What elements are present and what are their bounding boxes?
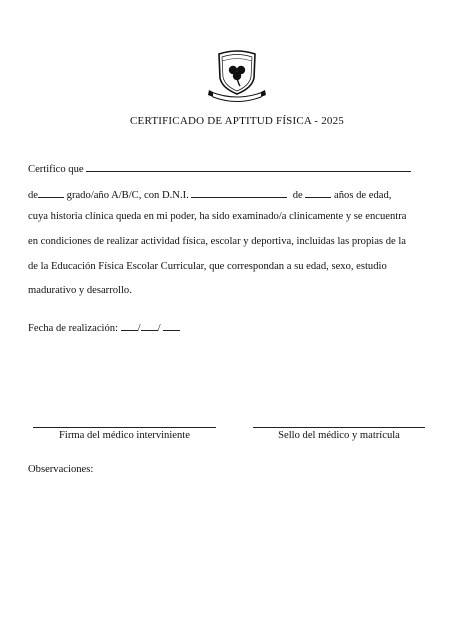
observaciones-label: Observaciones: bbox=[28, 464, 94, 475]
fecha-sep-2: / bbox=[157, 323, 161, 334]
fecha-line bbox=[28, 320, 180, 336]
certifico-label: Certifico que bbox=[28, 164, 84, 175]
fecha-year-blank[interactable] bbox=[163, 320, 180, 331]
certifico-line bbox=[28, 161, 411, 177]
dni-blank[interactable] bbox=[191, 187, 287, 198]
signature-label-left: Firma del médico interviniente bbox=[59, 430, 190, 441]
signature-line-left[interactable] bbox=[33, 427, 216, 428]
signature-label-right: Sello del médico y matrícula bbox=[278, 430, 400, 441]
grade-blank[interactable] bbox=[38, 187, 64, 198]
fecha-sep-1: / bbox=[137, 323, 141, 334]
de-label-2: de bbox=[292, 190, 303, 201]
signature-line-right[interactable] bbox=[253, 427, 425, 428]
de-label: de bbox=[28, 190, 38, 201]
body-line-5: de la Educación Física Escolar Curricular, que correspondan a su edad, sexo, estudio bbox=[28, 261, 387, 272]
fecha-label: Fecha de realización: bbox=[28, 323, 118, 334]
school-crest-logo bbox=[205, 48, 269, 106]
fecha-day-blank[interactable] bbox=[121, 320, 138, 331]
age-blank[interactable] bbox=[305, 187, 331, 198]
body-line-6: madurativo y desarrollo. bbox=[28, 285, 132, 296]
age-label: años de edad, bbox=[334, 190, 392, 201]
student-name-blank[interactable] bbox=[86, 161, 411, 172]
body-line-3: cuya historia clínica queda en mi poder, ha sido examinado/a clínicamente y se encuentra bbox=[28, 211, 407, 222]
document-title: CERTIFICADO DE APTITUD FÍSICA - 2025 bbox=[129, 115, 345, 127]
grade-dni-label: grado/año A/B/C, con D.N.I. bbox=[66, 190, 189, 201]
body-line-4: en condiciones de realizar actividad física, escolar y deportiva, incluidas las propias de la bbox=[28, 236, 406, 247]
fecha-month-blank[interactable] bbox=[141, 320, 158, 331]
grade-dni-line bbox=[28, 187, 391, 203]
